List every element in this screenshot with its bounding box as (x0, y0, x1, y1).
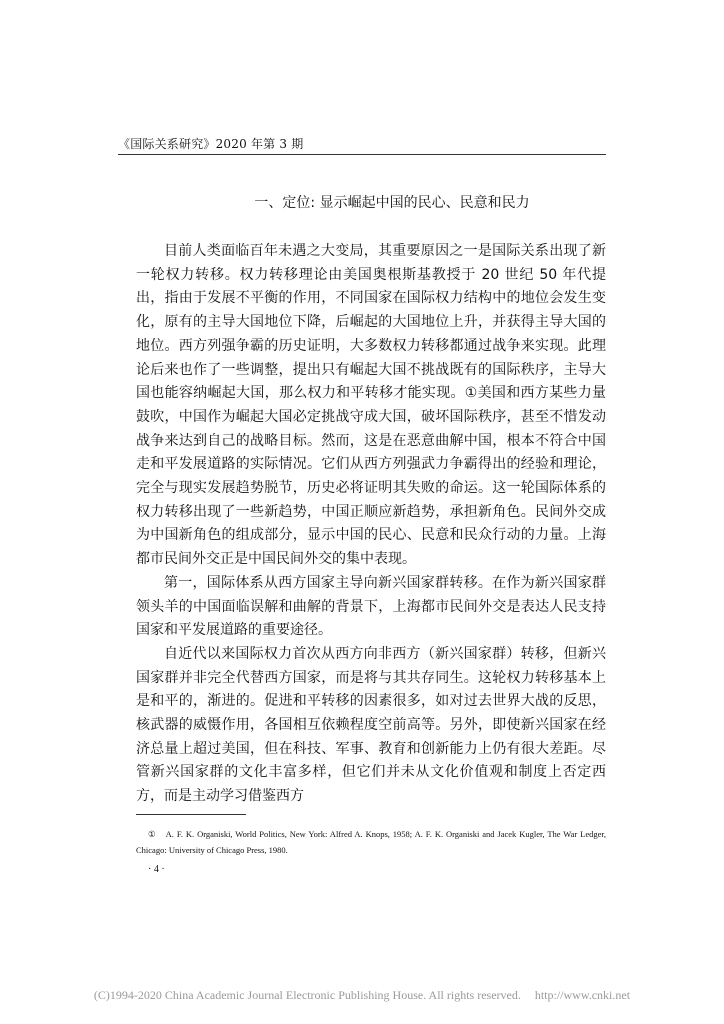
copyright-footer (0, 988, 724, 1003)
paragraph: 目前人类面临百年未遇之大变局，其重要原因之一是国际关系出现了新一轮权力转移。权力转移理论由美国奥根斯基教授于 20 世纪 50 年代提出，指由于发展不平衡的作用，不同国家在国际权力结构中的地位会发生变化，原有的主导大国地位下降，后崛起的大国地位上升，并获得主导大国的地位。西方列强争霸的历史证明，大多数权力转移都通过战争来实现。此理论后来也作了一些调整，提出只有崛起大国不挑战既有的国际秩序，主导大国也能容纳崛起大国，那么权力和平转移才能实现。①美国和西方某些力量鼓吹，中国作为崛起大国必定挑战守成大国，破坏国际秩序，甚至不惜发动战争来达到自己的战略目标。然而，这是在恶意曲解中国，根本不符合中国走和平发展道路的实际情况。它们从西方列强武力争霸得出的经验和理论，完全与现实发展趋势脱节，历史必将证明其失败的命运。这一轮国际体系的权力转移出现了一些新趋势，中国正顺应新趋势，承担新角色。民间外交成为中国新角色的组成部分，显示中国的民心、民意和民众行动的力量。上海都市民间外交正是中国民间外交的集中表现。 (136, 243, 606, 568)
footnote-divider (136, 814, 246, 815)
copyright-url[interactable]: http://www.cnki.net (534, 988, 631, 1002)
journal-header: 《国际关系研究》2020 年第 3 期 (118, 137, 304, 151)
body-text (136, 240, 606, 809)
paragraph: 自近代以来国际权力首次从西方向非西方（新兴国家群）转移，但新兴国家群并非完全代替西方国家，而是将与其共存同生。这轮权力转移基本上是和平的，渐进的。促进和平转移的因素很多，如对过去世界大战的反思，核武器的威慑作用，各国相互依赖程度空前高等。另外，即使新兴国家在经济总量上超过美国，但在科技、军事、教育和创新能力上仍有很大差距。尽管新兴国家群的文化丰富多样，但它们并未从文化价值观和制度上否定西方，而是主动学习借鉴西方 (136, 645, 606, 805)
page-number: · 4 · (148, 864, 165, 875)
copyright-notice: (C)1994-2020 China Academic Journal Electronic Publishing House. All rights reserved. (93, 988, 521, 1002)
header-divider (118, 154, 606, 155)
paragraph: 第一，国际体系从西方国家主导向新兴国家群转移。在作为新兴国家群领头羊的中国面临误解和曲解的背景下，上海都市民间外交是表达人民支持国家和平发展道路的重要途径。 (136, 574, 606, 639)
footnote: ① A. F. K. Organiski, World Politics, New York: Alfred A. Knops, 1958; A. F. K. Organiski and Jacek Kugler, The War Ledger, Chicago: University of Chicago Press, 1980. (136, 829, 606, 855)
section-title: 一、定位: 显示崛起中国的民心、民意和民力 (254, 195, 530, 211)
footnotes (136, 826, 606, 858)
